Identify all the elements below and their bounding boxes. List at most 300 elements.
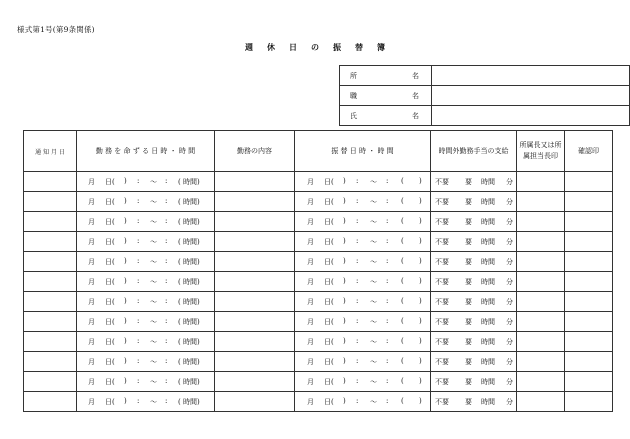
month-label: 月 <box>307 178 314 186</box>
month-label: 月 <box>307 318 314 326</box>
work-datetime-cell[interactable] <box>77 352 215 372</box>
title-char: 振 <box>333 42 341 52</box>
colon-separator: : <box>386 337 389 345</box>
confirmation-seal-cell[interactable] <box>565 312 613 332</box>
month-label: 月 <box>88 398 95 406</box>
day-label: 日( <box>324 278 334 286</box>
month-label: 月 <box>307 338 314 346</box>
range-tilde: ～ <box>370 398 377 406</box>
month-label: 月 <box>88 338 95 346</box>
work-content-cell[interactable] <box>215 172 295 192</box>
supervisor-seal-cell[interactable] <box>517 352 565 372</box>
hour-label: 時間 <box>481 278 495 286</box>
affiliation-table <box>339 65 630 126</box>
minute-label: 分 <box>506 218 513 226</box>
paren-close: ) <box>419 317 422 325</box>
paren-open: ( <box>401 277 404 285</box>
table-row <box>24 272 613 292</box>
overtime-allowance-cell[interactable] <box>431 172 517 192</box>
colon-separator: : <box>356 317 359 325</box>
colon-separator: : <box>356 177 359 185</box>
table-row <box>24 252 613 272</box>
month-label: 月 <box>307 218 314 226</box>
affil-name-row <box>340 106 630 126</box>
notice-date-cell[interactable] <box>24 192 77 212</box>
table-row <box>24 332 613 352</box>
overtime-allowance-cell[interactable] <box>431 232 517 252</box>
header-work-content: 勤務の内容 <box>215 131 295 172</box>
header-supervisor-seal: 所属長又は所属担当長印 <box>517 131 565 172</box>
paren-close: ) <box>419 357 422 365</box>
work-content-cell[interactable] <box>215 392 295 412</box>
work-datetime-cell[interactable] <box>77 292 215 312</box>
header-notice-date: 通 知 月 日 <box>24 131 77 172</box>
colon-separator: : <box>137 317 140 325</box>
hour-label: 時間 <box>481 398 495 406</box>
work-content-cell[interactable] <box>215 332 295 352</box>
day-label: 日( <box>105 338 115 346</box>
substitute-datetime-cell[interactable] <box>295 312 431 332</box>
required-option: 要 <box>465 378 472 386</box>
required-option: 要 <box>465 178 472 186</box>
notice-date-cell[interactable] <box>24 392 77 412</box>
range-tilde: ～ <box>370 298 377 306</box>
required-option: 要 <box>465 278 472 286</box>
supervisor-seal-cell[interactable] <box>517 232 565 252</box>
work-content-cell[interactable] <box>215 272 295 292</box>
confirmation-seal-cell[interactable] <box>565 332 613 352</box>
work-content-cell[interactable] <box>215 312 295 332</box>
paren-open: ( <box>401 217 404 225</box>
minute-label: 分 <box>506 198 513 206</box>
paren-close: ) <box>124 317 127 325</box>
day-label: 日( <box>105 318 115 326</box>
range-tilde: ～ <box>370 338 377 346</box>
table-row <box>24 372 613 392</box>
colon-separator: : <box>386 377 389 385</box>
not-required-option: 不要 <box>435 398 449 406</box>
substitute-datetime-cell[interactable] <box>295 332 431 352</box>
paren-close: ) <box>124 337 127 345</box>
work-content-cell[interactable] <box>215 252 295 272</box>
paren-close: ) <box>419 277 422 285</box>
work-datetime-cell[interactable] <box>77 192 215 212</box>
document-title <box>0 42 630 53</box>
month-label: 月 <box>88 198 95 206</box>
colon-separator: : <box>356 397 359 405</box>
not-required-option: 不要 <box>435 298 449 306</box>
minute-label: 分 <box>506 318 513 326</box>
hour-label: 時間 <box>481 298 495 306</box>
colon-separator: : <box>137 397 140 405</box>
colon-separator: : <box>137 297 140 305</box>
day-label: 日( <box>105 398 115 406</box>
range-tilde: ～ <box>370 198 377 206</box>
hour-label: 時間 <box>481 258 495 266</box>
work-content-cell[interactable] <box>215 232 295 252</box>
supervisor-seal-cell[interactable] <box>517 332 565 352</box>
substitute-datetime-cell[interactable] <box>295 272 431 292</box>
paren-close: ) <box>419 217 422 225</box>
paren-close: ) <box>419 337 422 345</box>
range-tilde: ～ <box>150 258 157 266</box>
supervisor-seal-cell[interactable] <box>517 272 565 292</box>
paren-close: ) <box>419 177 422 185</box>
hours-label: ( 時間) <box>178 298 200 306</box>
colon-separator: : <box>386 397 389 405</box>
month-label: 月 <box>88 238 95 246</box>
work-datetime-cell[interactable] <box>77 272 215 292</box>
work-datetime-cell[interactable] <box>77 232 215 252</box>
colon-separator: : <box>356 197 359 205</box>
label-last-char: 名 <box>412 112 419 120</box>
month-label: 月 <box>307 238 314 246</box>
substitute-datetime-cell[interactable] <box>295 392 431 412</box>
substitute-datetime-cell[interactable] <box>295 172 431 192</box>
work-content-cell[interactable] <box>215 212 295 232</box>
confirmation-seal-cell[interactable] <box>565 352 613 372</box>
paren-close: ) <box>343 237 346 245</box>
range-tilde: ～ <box>150 338 157 346</box>
overtime-allowance-cell[interactable] <box>431 372 517 392</box>
substitute-datetime-cell[interactable] <box>295 352 431 372</box>
range-tilde: ～ <box>370 378 377 386</box>
form-number-label: 様式第1号(第9条関係) <box>17 25 95 34</box>
holiday-substitution-table <box>23 130 613 412</box>
supervisor-seal-cell[interactable] <box>517 212 565 232</box>
not-required-option: 不要 <box>435 258 449 266</box>
minute-label: 分 <box>506 298 513 306</box>
affil-name-label <box>340 106 432 126</box>
substitute-datetime-cell[interactable] <box>295 212 431 232</box>
confirmation-seal-cell[interactable] <box>565 392 613 412</box>
affil-office-label <box>340 66 432 86</box>
hours-label: ( 時間) <box>178 198 200 206</box>
paren-close: ) <box>124 237 127 245</box>
header-substitute-datetime: 振 替 日 時 ・ 時 間 <box>295 131 431 172</box>
paren-close: ) <box>419 197 422 205</box>
notice-date-cell[interactable] <box>24 352 77 372</box>
day-label: 日( <box>324 258 334 266</box>
notice-date-cell[interactable] <box>24 332 77 352</box>
colon-separator: : <box>137 217 140 225</box>
range-tilde: ～ <box>150 298 157 306</box>
range-tilde: ～ <box>370 278 377 286</box>
notice-date-cell[interactable] <box>24 272 77 292</box>
month-label: 月 <box>88 258 95 266</box>
colon-separator: : <box>137 197 140 205</box>
month-label: 月 <box>307 258 314 266</box>
notice-date-cell[interactable] <box>24 172 77 192</box>
required-option: 要 <box>465 358 472 366</box>
paren-close: ) <box>343 337 346 345</box>
work-content-cell[interactable] <box>215 192 295 212</box>
range-tilde: ～ <box>150 318 157 326</box>
table-row <box>24 212 613 232</box>
not-required-option: 不要 <box>435 278 449 286</box>
minute-label: 分 <box>506 258 513 266</box>
work-datetime-cell[interactable] <box>77 372 215 392</box>
table-row <box>24 352 613 372</box>
colon-separator: : <box>356 337 359 345</box>
hours-label: ( 時間) <box>178 398 200 406</box>
paren-close: ) <box>124 357 127 365</box>
paren-open: ( <box>401 377 404 385</box>
work-content-cell[interactable] <box>215 352 295 372</box>
title-char: 休 <box>267 42 275 52</box>
hours-label: ( 時間) <box>178 378 200 386</box>
supervisor-seal-cell[interactable] <box>517 372 565 392</box>
affil-position-label <box>340 86 432 106</box>
minute-label: 分 <box>506 338 513 346</box>
day-label: 日( <box>105 238 115 246</box>
not-required-option: 不要 <box>435 338 449 346</box>
title-char: の <box>311 42 319 52</box>
day-label: 日( <box>105 278 115 286</box>
paren-close: ) <box>343 197 346 205</box>
colon-separator: : <box>386 357 389 365</box>
work-datetime-cell[interactable] <box>77 332 215 352</box>
paren-close: ) <box>124 197 127 205</box>
substitute-datetime-cell[interactable] <box>295 192 431 212</box>
required-option: 要 <box>465 218 472 226</box>
colon-separator: : <box>356 377 359 385</box>
supervisor-seal-cell[interactable] <box>517 312 565 332</box>
colon-separator: : <box>165 177 168 185</box>
colon-separator: : <box>137 237 140 245</box>
hour-label: 時間 <box>481 358 495 366</box>
overtime-allowance-cell[interactable] <box>431 332 517 352</box>
colon-separator: : <box>386 297 389 305</box>
overtime-allowance-cell[interactable] <box>431 192 517 212</box>
substitute-datetime-cell[interactable] <box>295 232 431 252</box>
overtime-allowance-cell[interactable] <box>431 292 517 312</box>
hours-label: ( 時間) <box>178 278 200 286</box>
required-option: 要 <box>465 338 472 346</box>
minute-label: 分 <box>506 378 513 386</box>
work-datetime-cell[interactable] <box>77 312 215 332</box>
substitute-datetime-cell[interactable] <box>295 372 431 392</box>
range-tilde: ～ <box>370 358 377 366</box>
colon-separator: : <box>137 177 140 185</box>
paren-close: ) <box>343 297 346 305</box>
colon-separator: : <box>165 237 168 245</box>
paren-close: ) <box>343 217 346 225</box>
confirmation-seal-cell[interactable] <box>565 272 613 292</box>
paren-open: ( <box>401 257 404 265</box>
required-option: 要 <box>465 258 472 266</box>
colon-separator: : <box>165 217 168 225</box>
header-confirmation-seal: 確認印 <box>565 131 613 172</box>
hours-label: ( 時間) <box>178 338 200 346</box>
overtime-allowance-cell[interactable] <box>431 352 517 372</box>
supervisor-seal-cell[interactable] <box>517 192 565 212</box>
colon-separator: : <box>165 337 168 345</box>
day-label: 日( <box>324 198 334 206</box>
month-label: 月 <box>88 298 95 306</box>
month-label: 月 <box>307 358 314 366</box>
paren-close: ) <box>124 277 127 285</box>
minute-label: 分 <box>506 398 513 406</box>
colon-separator: : <box>137 337 140 345</box>
not-required-option: 不要 <box>435 358 449 366</box>
paren-close: ) <box>124 397 127 405</box>
affil-position-field[interactable] <box>432 86 630 106</box>
colon-separator: : <box>165 277 168 285</box>
overtime-allowance-cell[interactable] <box>431 392 517 412</box>
colon-separator: : <box>356 357 359 365</box>
not-required-option: 不要 <box>435 318 449 326</box>
month-label: 月 <box>88 318 95 326</box>
not-required-option: 不要 <box>435 198 449 206</box>
colon-separator: : <box>165 317 168 325</box>
paren-close: ) <box>124 257 127 265</box>
paren-close: ) <box>124 217 127 225</box>
overtime-allowance-cell[interactable] <box>431 272 517 292</box>
required-option: 要 <box>465 238 472 246</box>
paren-close: ) <box>343 277 346 285</box>
hour-label: 時間 <box>481 338 495 346</box>
notice-date-cell[interactable] <box>24 252 77 272</box>
header-overtime-allowance: 時間外勤務手当の支給 <box>431 131 517 172</box>
paren-close: ) <box>419 237 422 245</box>
hour-label: 時間 <box>481 318 495 326</box>
substitute-datetime-cell[interactable] <box>295 252 431 272</box>
hour-label: 時間 <box>481 198 495 206</box>
supervisor-seal-cell[interactable] <box>517 252 565 272</box>
paren-close: ) <box>419 397 422 405</box>
overtime-allowance-cell[interactable] <box>431 212 517 232</box>
title-char: 日 <box>289 42 297 52</box>
day-label: 日( <box>324 338 334 346</box>
day-label: 日( <box>324 318 334 326</box>
confirmation-seal-cell[interactable] <box>565 252 613 272</box>
confirmation-seal-cell[interactable] <box>565 232 613 252</box>
month-label: 月 <box>307 198 314 206</box>
work-datetime-cell[interactable] <box>77 212 215 232</box>
work-datetime-cell[interactable] <box>77 392 215 412</box>
colon-separator: : <box>165 257 168 265</box>
work-content-cell[interactable] <box>215 372 295 392</box>
notice-date-cell[interactable] <box>24 232 77 252</box>
colon-separator: : <box>165 297 168 305</box>
day-label: 日( <box>324 298 334 306</box>
month-label: 月 <box>307 398 314 406</box>
range-tilde: ～ <box>150 198 157 206</box>
paren-close: ) <box>343 397 346 405</box>
confirmation-seal-cell[interactable] <box>565 212 613 232</box>
range-tilde: ～ <box>150 218 157 226</box>
work-datetime-cell[interactable] <box>77 252 215 272</box>
range-tilde: ～ <box>370 258 377 266</box>
day-label: 日( <box>105 178 115 186</box>
hours-label: ( 時間) <box>178 318 200 326</box>
title-char: 週 <box>245 42 253 52</box>
overtime-allowance-cell[interactable] <box>431 312 517 332</box>
not-required-option: 不要 <box>435 178 449 186</box>
paren-close: ) <box>419 377 422 385</box>
range-tilde: ～ <box>150 178 157 186</box>
minute-label: 分 <box>506 238 513 246</box>
affil-office-row <box>340 66 630 86</box>
confirmation-seal-cell[interactable] <box>565 172 613 192</box>
minute-label: 分 <box>506 178 513 186</box>
substitute-datetime-cell[interactable] <box>295 292 431 312</box>
paren-open: ( <box>401 337 404 345</box>
required-option: 要 <box>465 198 472 206</box>
confirmation-seal-cell[interactable] <box>565 292 613 312</box>
table-row <box>24 312 613 332</box>
table-row <box>24 392 613 412</box>
colon-separator: : <box>165 197 168 205</box>
colon-separator: : <box>137 277 140 285</box>
day-label: 日( <box>324 178 334 186</box>
colon-separator: : <box>386 177 389 185</box>
day-label: 日( <box>324 398 334 406</box>
range-tilde: ～ <box>150 278 157 286</box>
range-tilde: ～ <box>370 218 377 226</box>
label-first-char: 氏 <box>350 112 357 120</box>
table-row <box>24 192 613 212</box>
month-label: 月 <box>88 218 95 226</box>
table-row <box>24 292 613 312</box>
paren-open: ( <box>401 317 404 325</box>
hours-label: ( 時間) <box>178 358 200 366</box>
work-content-cell[interactable] <box>215 292 295 312</box>
day-label: 日( <box>324 218 334 226</box>
affil-name-field[interactable] <box>432 106 630 126</box>
hours-label: ( 時間) <box>178 238 200 246</box>
hours-label: ( 時間) <box>178 258 200 266</box>
day-label: 日( <box>105 358 115 366</box>
month-label: 月 <box>88 358 95 366</box>
affil-office-field[interactable] <box>432 66 630 86</box>
paren-close: ) <box>419 297 422 305</box>
required-option: 要 <box>465 398 472 406</box>
colon-separator: : <box>356 237 359 245</box>
notice-date-cell[interactable] <box>24 372 77 392</box>
day-label: 日( <box>105 258 115 266</box>
title-char: 替 <box>355 42 363 52</box>
required-option: 要 <box>465 318 472 326</box>
colon-separator: : <box>137 377 140 385</box>
paren-close: ) <box>124 377 127 385</box>
range-tilde: ～ <box>150 238 157 246</box>
colon-separator: : <box>165 377 168 385</box>
paren-close: ) <box>343 357 346 365</box>
paren-open: ( <box>401 297 404 305</box>
colon-separator: : <box>386 257 389 265</box>
notice-date-cell[interactable] <box>24 212 77 232</box>
affil-position-row <box>340 86 630 106</box>
notice-date-cell[interactable] <box>24 292 77 312</box>
label-last-char: 名 <box>412 92 419 100</box>
confirmation-seal-cell[interactable] <box>565 192 613 212</box>
overtime-allowance-cell[interactable] <box>431 252 517 272</box>
supervisor-seal-cell[interactable] <box>517 172 565 192</box>
paren-open: ( <box>401 357 404 365</box>
supervisor-seal-cell[interactable] <box>517 392 565 412</box>
month-label: 月 <box>88 178 95 186</box>
hour-label: 時間 <box>481 218 495 226</box>
work-datetime-cell[interactable] <box>77 172 215 192</box>
confirmation-seal-cell[interactable] <box>565 372 613 392</box>
notice-date-cell[interactable] <box>24 312 77 332</box>
supervisor-seal-cell[interactable] <box>517 292 565 312</box>
not-required-option: 不要 <box>435 378 449 386</box>
paren-close: ) <box>124 297 127 305</box>
month-label: 月 <box>307 298 314 306</box>
